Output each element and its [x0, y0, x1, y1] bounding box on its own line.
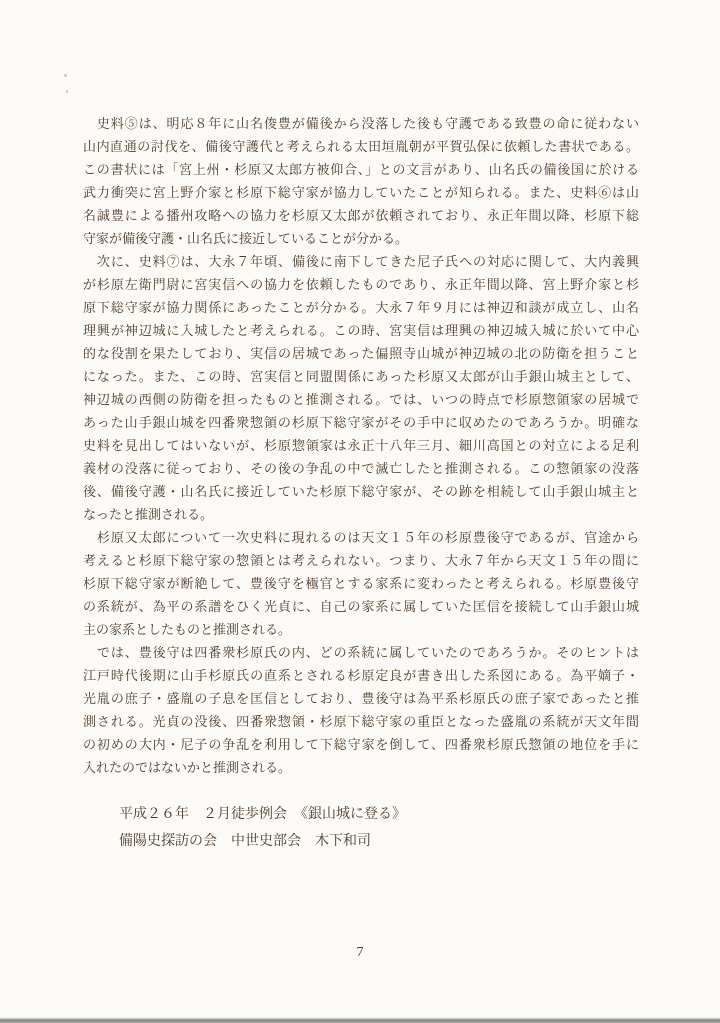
text-line: 光胤の庶子・盛胤の子息を匡信としており、豊後守は為平系杉原氏の庶子家であったと推 — [83, 691, 639, 706]
scan-speck — [64, 74, 67, 77]
text-line: 原下総守家が協力関係にあったことが分かる。大永７年９月には神辺和談が成立し、山名 — [83, 300, 639, 315]
text-line: 義材の没落に従っており、その後の争乱の中で滅亡したと推測される。この惣領家の没落 — [83, 461, 639, 476]
text-line: 理興が神辺城に入城したと考えられる。この時、宮実信は理興の神辺城入城に於いて中心 — [83, 323, 639, 338]
paragraph — [83, 641, 639, 779]
text-line: が杉原左衛門尉に宮実信への協力を依頼したものであり、永正年間以降、宮上野介家と杉 — [83, 277, 639, 292]
text-line: 守家が備後守護・山名氏に接近していることが分かる。 — [83, 231, 409, 246]
text-line: 測される。光貞の没後、四番衆惣領・杉原下総守家の重臣となった盛胤の系統が天文年間 — [83, 714, 639, 729]
scan-bottom-edge — [0, 1015, 720, 1023]
text-line: 次に、史料⑦は、大永７年頃、備後に南下してきた尼子氏への対応に関して、大内義興 — [83, 254, 639, 269]
text-line: あった山手銀山城を四番衆惣領の杉原下総守家がその手中に収めたのであろうか。明確な — [83, 415, 639, 430]
body-text — [83, 112, 639, 779]
text-line: 主の家系としたものと推測される。 — [83, 622, 292, 637]
text-line: 江戸時代後期に山手杉原氏の直系とされる杉原定良が書き出した系図にある。為平嫡子・ — [83, 668, 639, 683]
text-line: 後、備後守護・山名氏に接近していた杉原下総守家が、その跡を相続して山手銀山城主と — [83, 484, 639, 499]
paragraph — [83, 112, 639, 250]
text-line: 史料を見出してはいないが、杉原惣領家は永正十八年三月、細川高国との対立による足利 — [83, 438, 639, 453]
colophon-event-line: 平成２６年 ２月徒歩例会 《銀山城に登る》 — [119, 807, 406, 822]
page-number: 7 — [356, 945, 364, 960]
scan-speck — [66, 90, 68, 93]
text-line: では、豊後守は四番衆杉原氏の内、どの系統に属していたのであろうか。そのヒントは — [83, 645, 639, 660]
text-line: の系統が、為平の系譜をひく光貞に、自己の家系に属していた匡信を接続して山手銀山城 — [83, 599, 639, 614]
text-line: なったと推測される。 — [83, 507, 214, 522]
text-line: 杉原下総守家が断絶して、豊後守を極官とする家系に変わったと考えられる。杉原豊後守 — [83, 576, 639, 591]
text-line: この書状には「宮上州・杉原又太郎方被仰合、」との文言があり、山名氏の備後国に於ける — [83, 162, 639, 177]
text-line: 武力衝突に宮上野介家と杉原下総守家が協力していたことが知られる。また、史料⑥は山 — [83, 185, 639, 200]
paragraph — [83, 526, 639, 641]
text-line: 考えると杉原下総守家の惣領とは考えられない。つまり、大永７年から天文１５年の間に — [83, 553, 639, 568]
text-line: 入れたのではないかと推測される。 — [83, 760, 292, 775]
text-line: 史料⑤は、明応８年に山名俊豊が備後から没落した後も守護である致豊の命に従わない — [83, 116, 639, 131]
text-line: になった。また、この時、宮実信と同盟関係にあった杉原又太郎が山手銀山城主として、 — [83, 369, 639, 384]
colophon-author-line: 備陽史探訪の会 中世史部会 木下和司 — [119, 834, 371, 849]
paragraph — [83, 250, 639, 526]
colophon — [119, 801, 406, 855]
text-line: の初めの大内・尼子の争乱を利用して下総守家を倒して、四番衆杉原氏惣領の地位を手に — [83, 737, 639, 752]
text-line: 名誠豊による播州攻略への協力を杉原又太郎が依頼されており、永正年間以降、杉原下総 — [83, 208, 639, 223]
text-line: 山内直通の討伐を、備後守護代と考えられる太田垣胤朝が平賀弘保に依頼した書状である。 — [83, 139, 639, 154]
text-line: 的な役割を果たしており、実信の居城であった偏照寺山城が神辺城の北の防衛を担うこと — [83, 346, 639, 361]
text-line: 神辺城の西側の防衛を担ったものと推測される。では、いつの時点で杉原惣領家の居城で — [83, 392, 639, 407]
text-line: 杉原又太郎について一次史料に現れるのは天文１５年の杉原豊後守であるが、官途から — [83, 530, 639, 545]
